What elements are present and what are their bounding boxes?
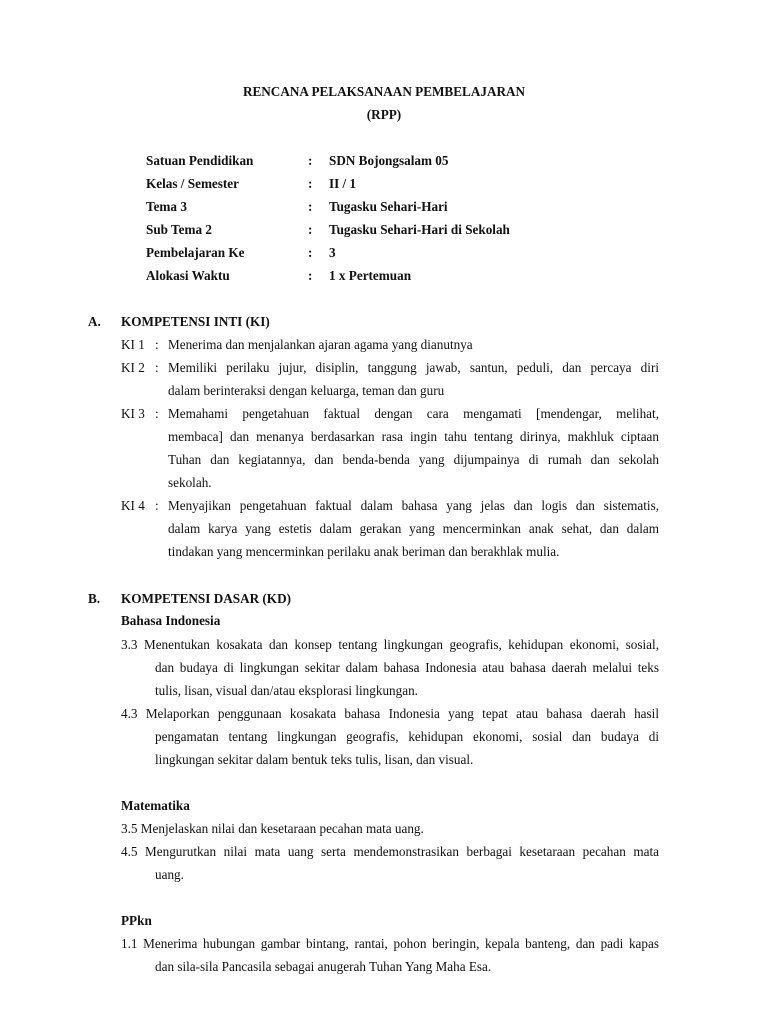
ki-colon: :	[155, 337, 159, 352]
ki-code: KI 1	[121, 337, 145, 352]
document-subtitle: (RPP)	[366, 107, 402, 122]
ki-text-line: tindakan yang mencerminkan perilaku anak beriman dan berakhlak mulia.	[168, 544, 560, 559]
section-b-title: KOMPETENSI DASAR (KD)	[121, 591, 291, 606]
ki-text-line: Menyajikan pengetahuan faktual dalam bahasa yang jelas dan logis dan sistematis,	[168, 498, 659, 513]
identity-colon: :	[308, 153, 313, 168]
ki-text-line: Memahami pengetahuan faktual dengan cara mengamati [mendengar, melihat,	[168, 406, 659, 421]
identity-label: Alokasi Waktu	[146, 268, 230, 283]
subject-heading-matematika: Matematika	[121, 798, 190, 813]
identity-value: 1 x Pertemuan	[329, 268, 412, 283]
kd-text-line: 3.3 Menentukan kosakata dan konsep tentang lingkungan geografis, kehidupan ekonomi, sosial,	[121, 637, 659, 652]
identity-label: Kelas / Semester	[146, 176, 240, 191]
section-b-letter: B.	[88, 591, 101, 606]
ki-code: KI 4	[121, 498, 145, 513]
kd-text-line: lingkungan sekitar dalam bentuk teks tulis, lisan, dan visual.	[155, 752, 474, 767]
ki-code: KI 2	[121, 360, 145, 375]
section-a-title: KOMPETENSI INTI (KI)	[121, 314, 270, 329]
identity-value: Tugasku Sehari-Hari di Sekolah	[329, 222, 510, 237]
kd-text-line: tulis, lisan, visual dan/atau eksplorasi lingkungan.	[155, 683, 418, 698]
kd-text-line: 4.3 Melaporkan penggunaan kosakata bahasa Indonesia yang tepat atau bahasa daerah hasil	[121, 706, 659, 721]
identity-colon: :	[308, 245, 313, 260]
ki-text-line: Menerima dan menjalankan ajaran agama yang dianutnya	[168, 337, 473, 352]
identity-value: Tugasku Sehari-Hari	[329, 199, 448, 214]
identity-colon: :	[308, 268, 313, 283]
identity-colon: :	[308, 176, 313, 191]
kd-text-line: pengamatan tentang lingkungan geografis, kehidupan ekonomi, sosial dan budaya di	[155, 729, 659, 744]
kd-text-line: uang.	[155, 867, 184, 882]
ki-code: KI 3	[121, 406, 145, 421]
identity-label: Pembelajaran Ke	[146, 245, 245, 260]
kd-text-line: 3.5 Menjelaskan nilai dan kesetaraan pecahan mata uang.	[121, 821, 424, 836]
subject-heading-bahasa-indonesia: Bahasa Indonesia	[121, 613, 221, 628]
identity-value: 3	[329, 245, 336, 260]
kd-text-line: 4.5 Mengurutkan nilai mata uang serta mendemonstrasikan berbagai kesetaraan pecahan mata	[121, 844, 659, 859]
ki-colon: :	[155, 498, 159, 513]
ki-text-line: sekolah.	[168, 475, 212, 490]
identity-label: Satuan Pendidikan	[146, 153, 254, 168]
identity-label: Sub Tema 2	[146, 222, 212, 237]
kd-text-line: dan sila-sila Pancasila sebagai anugerah Tuhan Yang Maha Esa.	[155, 959, 492, 974]
identity-colon: :	[308, 222, 313, 237]
ki-text-line: Memiliki perilaku jujur, disiplin, tanggung jawab, santun, peduli, dan percaya diri	[168, 360, 659, 375]
kd-text-line: dan budaya di lingkungan sekitar dalam bahasa Indonesia atau bahasa daerah melalui teks	[155, 660, 659, 675]
kd-text-line: 1.1 Menerima hubungan gambar bintang, rantai, pohon beringin, kepala banteng, dan padi kapas	[121, 936, 659, 951]
ki-text-line: dalam karya yang estetis dalam gerakan yang mencerminkan anak sehat, dan dalam	[168, 521, 659, 536]
document-title: RENCANA PELAKSANAAN PEMBELAJARAN	[242, 84, 526, 99]
ki-text-line: membaca] dan menanya berdasarkan rasa ingin tahu tentang dirinya, makhluk ciptaan	[168, 429, 659, 444]
identity-label: Tema 3	[146, 199, 187, 214]
ki-colon: :	[155, 360, 159, 375]
ki-text-line: dalam berinteraksi dengan keluarga, teman dan guru	[168, 383, 445, 398]
identity-colon: :	[308, 199, 313, 214]
section-a-letter: A.	[88, 314, 101, 329]
identity-value: II / 1	[329, 176, 357, 191]
ki-colon: :	[155, 406, 159, 421]
subject-heading-ppkn: PPkn	[121, 913, 152, 928]
ki-text-line: Tuhan dan kegiatannya, dan benda-benda yang dijumpainya di rumah dan sekolah	[168, 452, 659, 467]
identity-value: SDN Bojongsalam 05	[329, 153, 449, 168]
